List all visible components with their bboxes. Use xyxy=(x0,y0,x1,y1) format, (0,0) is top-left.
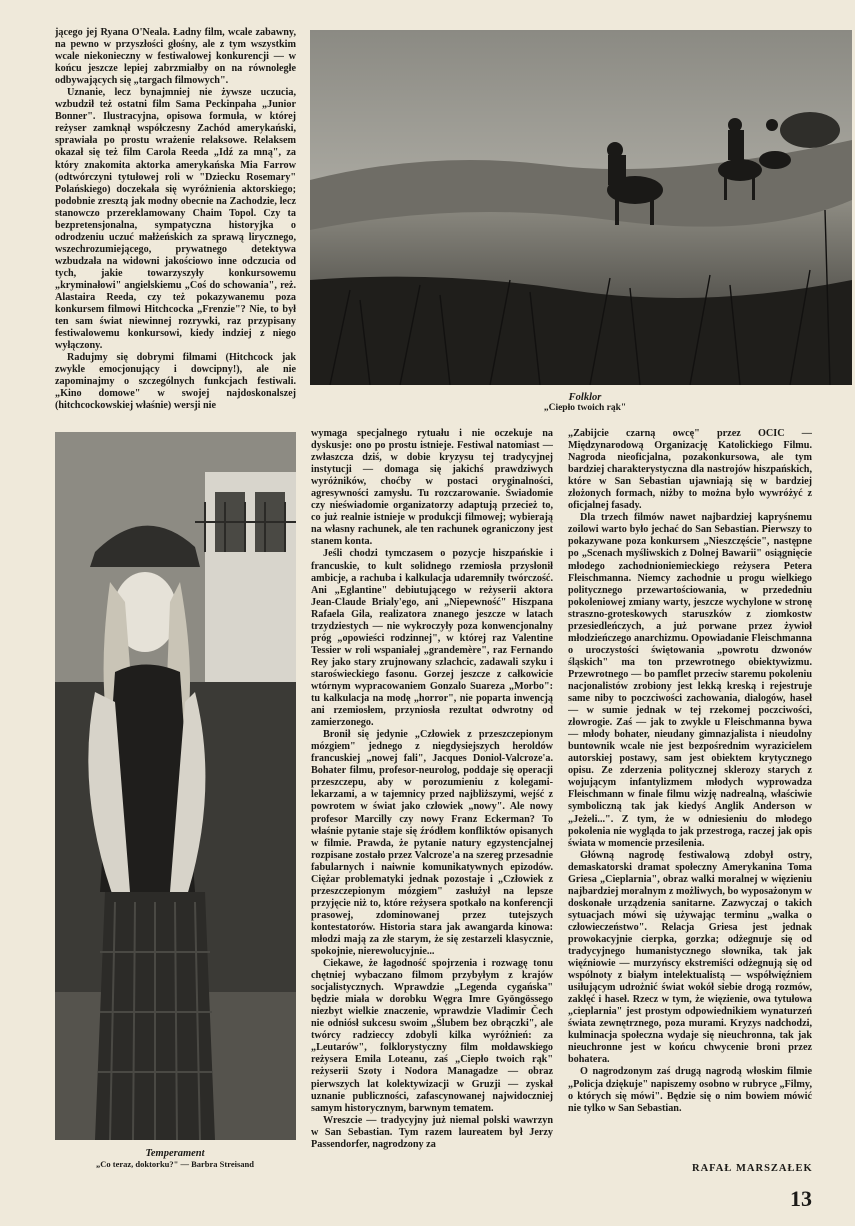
paragraph: wymaga specjalnego rytuału i nie oczekuje na dyskusje: ono po prostu istnieje. Festiwal natomiast — zwłaszcza dziś, w dobie kryzysu tej tradycyjnej instytucji — domaga się jakichś prawdziwych wyróżników, choćby w postaci oryginalności, agresywności zamysłu. Tu rozczarowanie. Świadomie czy nieświadomie organizatorzy adaptują przecież to, co już realnie istnieje w produkcji filmowej; wybierają na własny rachunek, ale ten rachunek ograniczony jest stanem konta. xyxy=(311,428,553,548)
paragraph: Dla trzech filmów nawet najbardziej kapryśnemu zoilowi warto było jechać do San Sebastian. Pierwszy to pokazywane poza konkursem „Nieszczęście", następne po „Scenach myśliwskich z Dolnej Bawarii" osiągnięcie młodego zachodnioniemieckiego reżysera Petera Fleischmanna. Niemcy zachodnie u progu wielkiego politycznego przewartościowania, w przededniu pokoleniowej zmiany warty, jeszcze wychylone w stronę straszno-groteskowych staruszków z ziomkostw przesiedleńczych, a już porwane przez żywioł młodzieńczego anarchizmu. Opowiadanie Fleischmanna o uroczystości świętowania „powrotu dzwonów śląskich" ma ton przewrotnego obiektywizmu. Przewrotnego — bo pamflet przeciw staremu pokoleniu nacjonalistów zrobiony jest lekką kreską i rejestruje same niby to poczciwości zachowania, dialogów, haseł — w sumie jednak w tej rzekomej poczciwości, złowrogie. Zaś — jak to zwykle u Fleischmanna bywa — młody bohater, nieudany gimnazjalista i nieudolny buntownik wcale nie jest bezpośrednim wyrazicielem autorskiej postawy, sam jest obiektem krytycznego opisu. Ze zderzenia politycznej sklerozy starych z wojującym infantylizmem młodych wyprowadza Fleischmann w finale filmu wizję nadrealną, właściwie symboliczną tak jak kiedyś Anglik Anderson w „Jeżeli...". Z tym, że w odniesieniu do młodego pokolenia nie wygląda to jak przestroga, raczej jak opis świata w momencie przesilenia. xyxy=(568,512,812,849)
paragraph: jącego jej Ryana O'Neala. Ładny film, wcale zabawny, na pewno w przyszłości głośny, ale z tym wszystkim wcale niekonieczny w festiwalowej konkurencji — w końcu jeszcze lepiej zabrzmiałby on na równoległe odbywających się „targach filmowych". xyxy=(55,27,296,87)
caption-title: Temperament xyxy=(145,1148,205,1159)
page-number: 13 xyxy=(790,1186,812,1211)
paragraph: O nagrodzonym zaś drugą nagrodą włoskim filmie „Policja dziękuje" napiszemy osobno w rubryce „Filmy, o których się mówi". Będzie się o nim bowiem mówić nie tylko w San Sebastian. xyxy=(568,1066,812,1114)
photo-folklor-image xyxy=(310,30,852,385)
paragraph: Wreszcie — tradycyjny już niemal polski wawrzyn w San Sebastian. Tym razem laureatem był Jerzy Passendorfer, nagrodzony za xyxy=(311,1114,553,1150)
caption-subtitle: „Ciepło twoich rąk" xyxy=(543,403,627,413)
column-2-text xyxy=(311,428,553,1176)
caption-title: Folklor xyxy=(568,392,602,403)
author-signature: RAFAŁ MARSZAŁEK xyxy=(692,1163,813,1174)
paragraph: „Zabijcie czarną owcę" przez OCIC — Międzynarodową Organizację Katolickiego Filmu. Nagroda nieoficjalna, pozakonkursowa, ale tym bardziej charakterystyczna dla nastrojów hiszpańskich, które w San Sebastian ujawniają się w bardziej złożonych formach, niżby to można było wywróżyć z oficjalnej fasady. xyxy=(568,428,812,512)
photo-folklor xyxy=(310,30,852,385)
photo-temperament xyxy=(55,432,296,1140)
column-3-text xyxy=(568,428,812,1156)
caption-folklor xyxy=(500,392,670,414)
photo-temperament-image xyxy=(55,432,296,1140)
paragraph: Jeśli chodzi tymczasem o pozycje hiszpańskie i francuskie, to kult solidnego rzemiosła przysłonił ambicje, a rachuba i kalkulacja udaremniły twórczość. Ani „Eglantine" debiutującego w reżyserii aktora Jean-Claude Brialy'ego, ani „Niepewność" Hiszpana Rafaela Gila, realizatora znanego jeszcze w latach trzydziestych — nie wykroczyły poza konwencjonalny próg „opowieści rodzinnej", w której raz Valentine Tessier w roli wspaniałej „grandemère", raz Fernando Rey jako stary zrujnowany szlachcic, zadawali szyku i staroświeckiego fasonu. Gorzej jeszcze z całkowicie wtórnym wypracowaniem Gonzalo Suareza „Morbo": tu kalkulacja na modę „horror", nie poparta inwencją ani rzemiosłem, przyniosła rezultat odwrotny od zamierzonego. xyxy=(311,548,553,729)
caption-temperament xyxy=(60,1148,290,1170)
paragraph: Uznanie, lecz bynajmniej nie żywsze uczucia, wzbudził też ostatni film Sama Peckinpaha „Junior Bonner". Ilustracyjna, opisowa formuła, w której reżyser zamknął współczesny Zachód amerykański, sprawiała po prostu wrażenie relaksowe. Relaksem okazał się też film Carola Reeda „Idź za mną", za który znakomita aktorka amerykańska Mia Farrow (odtwórczyni tytułowej roli w "Dziecku Rosemary" Polańskiego) doczekała się wyróżnienia aktorskiego; podobnie zresztą jak modny obecnie na Zachodzie, lecz stanowczo przereklamowany Chaim Topol. Czy ta bezpretensjonalna, sympatyczna historyjka o odrodzeniu uczuć małżeńskich za sprawą lirycznego, wszechrozumiejącego, prywatnego detektywa wzbudzała na widowni jakościowo inne odczucia od tych, jakie towarzyszyły konkursowemu „kryminałowi" angielskiemu „Coś do schowania", reż. Alastaira Reeda, czy też pokazywanemu poza konkursem filmowi Hitchcocka „Frenzie"? Nie, to był ten sam świat niewinnej rozrywki, raz przypisany festiwalowemu konkursowi, kiedy indziej z niego wyłączony. xyxy=(55,87,296,352)
paragraph: Radujmy się dobrymi filmami (Hitchcock jak zwykle emocjonujący i dowcipny!), ale nie zapominajmy o szczególnych funkcjach festiwali. „Kino domowe" w swojej najdoskonalszej (hitchcockowskiej właśnie) wersji nie xyxy=(55,352,296,412)
caption-subtitle: „Co teraz, doktorku?" — Barbra Streisand xyxy=(95,1159,255,1169)
column-1-text xyxy=(55,27,296,423)
paragraph: Główną nagrodę festiwalową zdobył ostry, demaskatorski dramat społeczny Amerykanina Toma Griesa „Cieplarnia", obraz walki moralnej w więzieniu najbardziej moralnym z możliwych, bo wyposażonym w doskonałe urządzenia sanitarne. Zazwyczaj o takich sytuacjach mówi się używając terminu „walka o człowieczeństwo". Relacja Griesa jest jednak prowokacyjnie cierpka, gorzka; odżegnuje się od tradycyjnego humanistycznego słownika, tak jak więźniowie — murzyńscy ekstremiści odżegnują się od wspólnoty z białym intelektualistą — współwięźniem usiłującym udrożnić świat wokół siebie drogą rozmów, zaklęć i haseł. Rzecz w tym, że więzienie, owa tytułowa „cieplarnia" jest prostym odpowiednikiem wynaturzeń świata zewnętrznego, poza murami. Kryzys nadchodzi, kulminacja społeczna wydaje się nieuchronna, tak jak nieuchronne jest w końcu chwycenie broni przez bohatera. xyxy=(568,849,812,1066)
paragraph: Bronił się jedynie „Człowiek z przeszczepionym mózgiem" jednego z niegdysiejszych heroldów francuskiej „nowej fali", Jacques Doniol-Valcroze'a. Bohater filmu, profesor-neurolog, poddaje się operacji przeszczepu, aby w porozumieniu z kolegami-lekarzami, a w tajemnicy przed najbliższymi, wejść z powrotem w świat jako człowiek „nowy". Ale nowy profesor Marcilly czy nowy Franz Eckerman? To właśnie pytanie staje się źródłem konfliktów opisanych w filmie. Prawda, że pytanie natury egzystencjalnej rozpisane zostało przez Valcroze'a na szereg przesadnie fabularnych i naiwnie komunikatywnych epizodów. Ciężar problematyki jednak pozostaje i „Człowiek z przeszczepionym mózgiem" zasłużył na lepsze przyjęcie niż to, które reżysera spotkało na konferencji prasowej, zdominowanej przez tutejszych kontestatorów. Historia stara jak awangarda kinowa: młodzi mają za złe starym, że się zestarzeli klasycznie, spokojnie, nierewolucyjnie... xyxy=(311,729,553,958)
paragraph: Ciekawe, że łagodność spojrzenia i rozwagę tonu chętniej wybaczano filmom przybyłym z krajów socjalistycznych. Wprawdzie „Legenda cygańska" będzie miała w dorobku Węgra Imre Gyöngössego niezbyt wielkie znaczenie, wprawdzie Vladimir Čech nie odniósł sukcesu swoim „Ślubem bez obrączki", ale twórcy radzieccy zdobyli kilka wyróżnień: za „Leutarów", folklorystyczny film mołdawskiego reżysera Emila Loteanu, zaś „Ciepło twoich rąk" reżyserii Szoty i Nodora Managadze — obraz pierwszych lat kolektywizacji w Gruzji — zyskał uznanie publiczności, zafascynowanej najwidoczniej samym historycznym, barwnym tematem. xyxy=(311,958,553,1114)
